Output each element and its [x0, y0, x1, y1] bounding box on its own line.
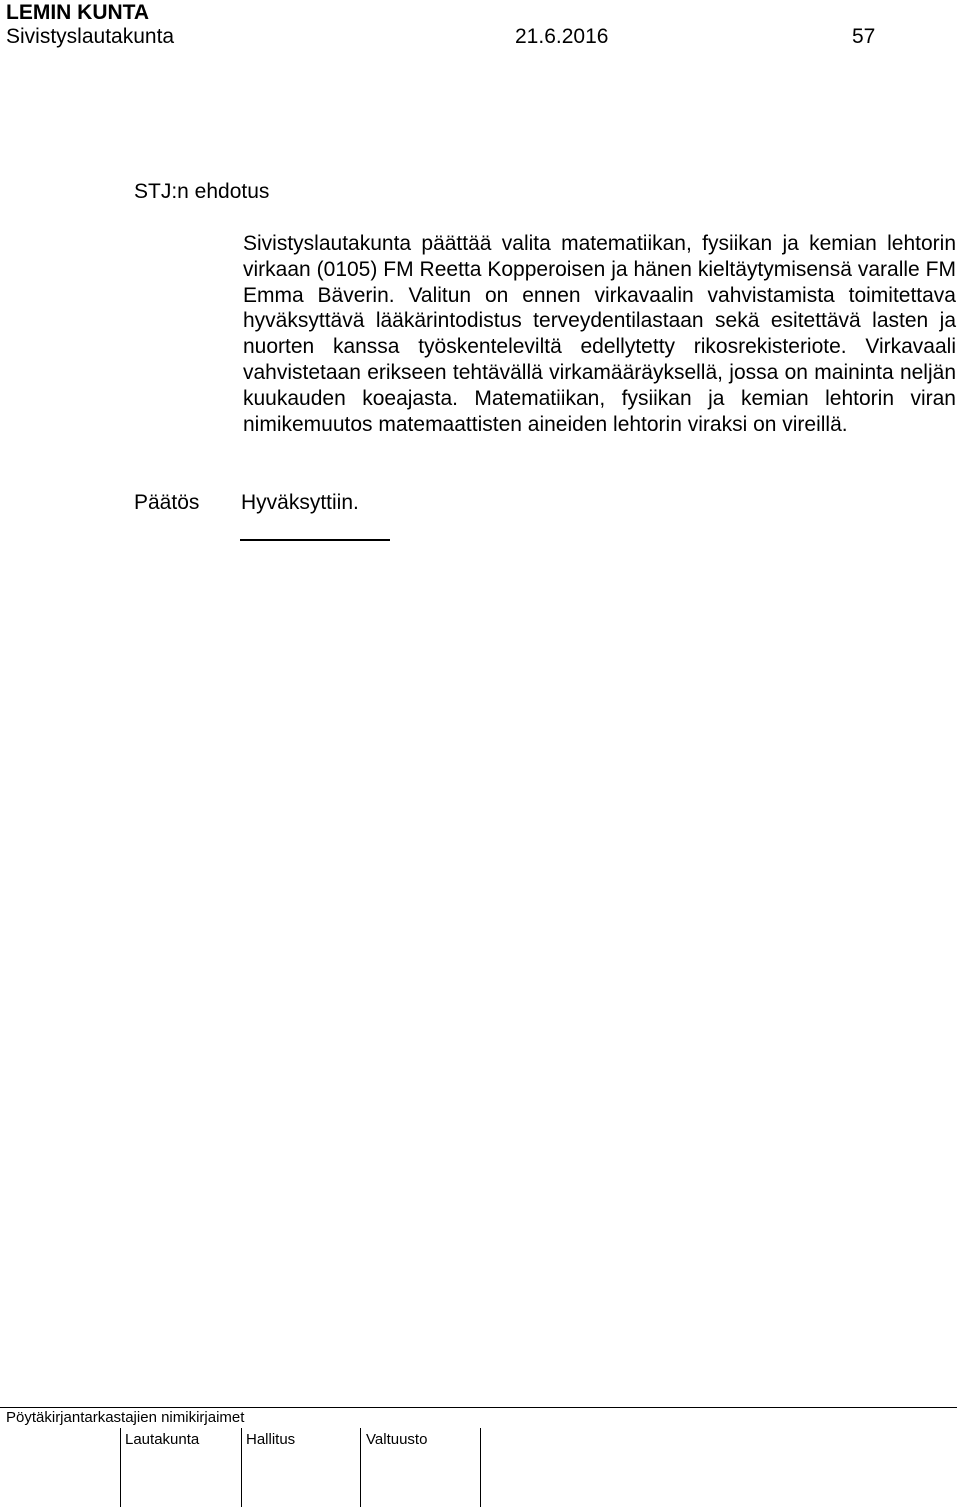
proposal-text: Sivistyslautakunta päättää valita matematiikan, fysiikan ja kemian lehtorin virkaan (0105) FM Reetta Kopperoisen ja hänen kieltäytymisensä varalle FM Emma Bäverin. Valitun on ennen virkavaalin vahvistamista toimitettava hyväksyttävä lääkärintodistus terveydentilastaan sekä esitettävä lasten ja nuorten kanssa työskenteleviltä edellytetty rikosrekisteriote. Virkavaali vahvistetaan erikseen tehtävällä virkamääräyksellä, jossa on maininta neljän kuukauden koeajasta. Matematiikan, fysiikan ja kemian lehtorin viran nimikemuutos matemaattisten aineiden lehtorin viraksi on vireillä. [243, 232, 956, 436]
decision-underline [240, 539, 390, 541]
organization-name: LEMIN KUNTA [6, 1, 150, 24]
footer-cell-divider-lautakunta [120, 1428, 121, 1507]
meeting-date: 21.6.2016 [515, 25, 609, 48]
footer-cell-divider-end [480, 1428, 481, 1507]
decision-text: Hyväksyttiin. [241, 491, 359, 514]
decision-label: Päätös [134, 491, 200, 514]
footer-col-valtuusto: Valtuusto [366, 1431, 428, 1448]
footer-cell-divider-hallitus [241, 1428, 242, 1507]
footer-divider [0, 1407, 957, 1408]
page-number: 57 [852, 25, 876, 48]
board-name: Sivistyslautakunta [6, 25, 175, 48]
footer-title: Pöytäkirjantarkastajien nimikirjaimet [6, 1409, 245, 1426]
proposal-label: STJ:n ehdotus [134, 180, 270, 203]
footer-cell-divider-valtuusto [360, 1428, 361, 1507]
footer-col-hallitus: Hallitus [246, 1431, 296, 1448]
footer-col-lautakunta: Lautakunta [125, 1431, 200, 1448]
